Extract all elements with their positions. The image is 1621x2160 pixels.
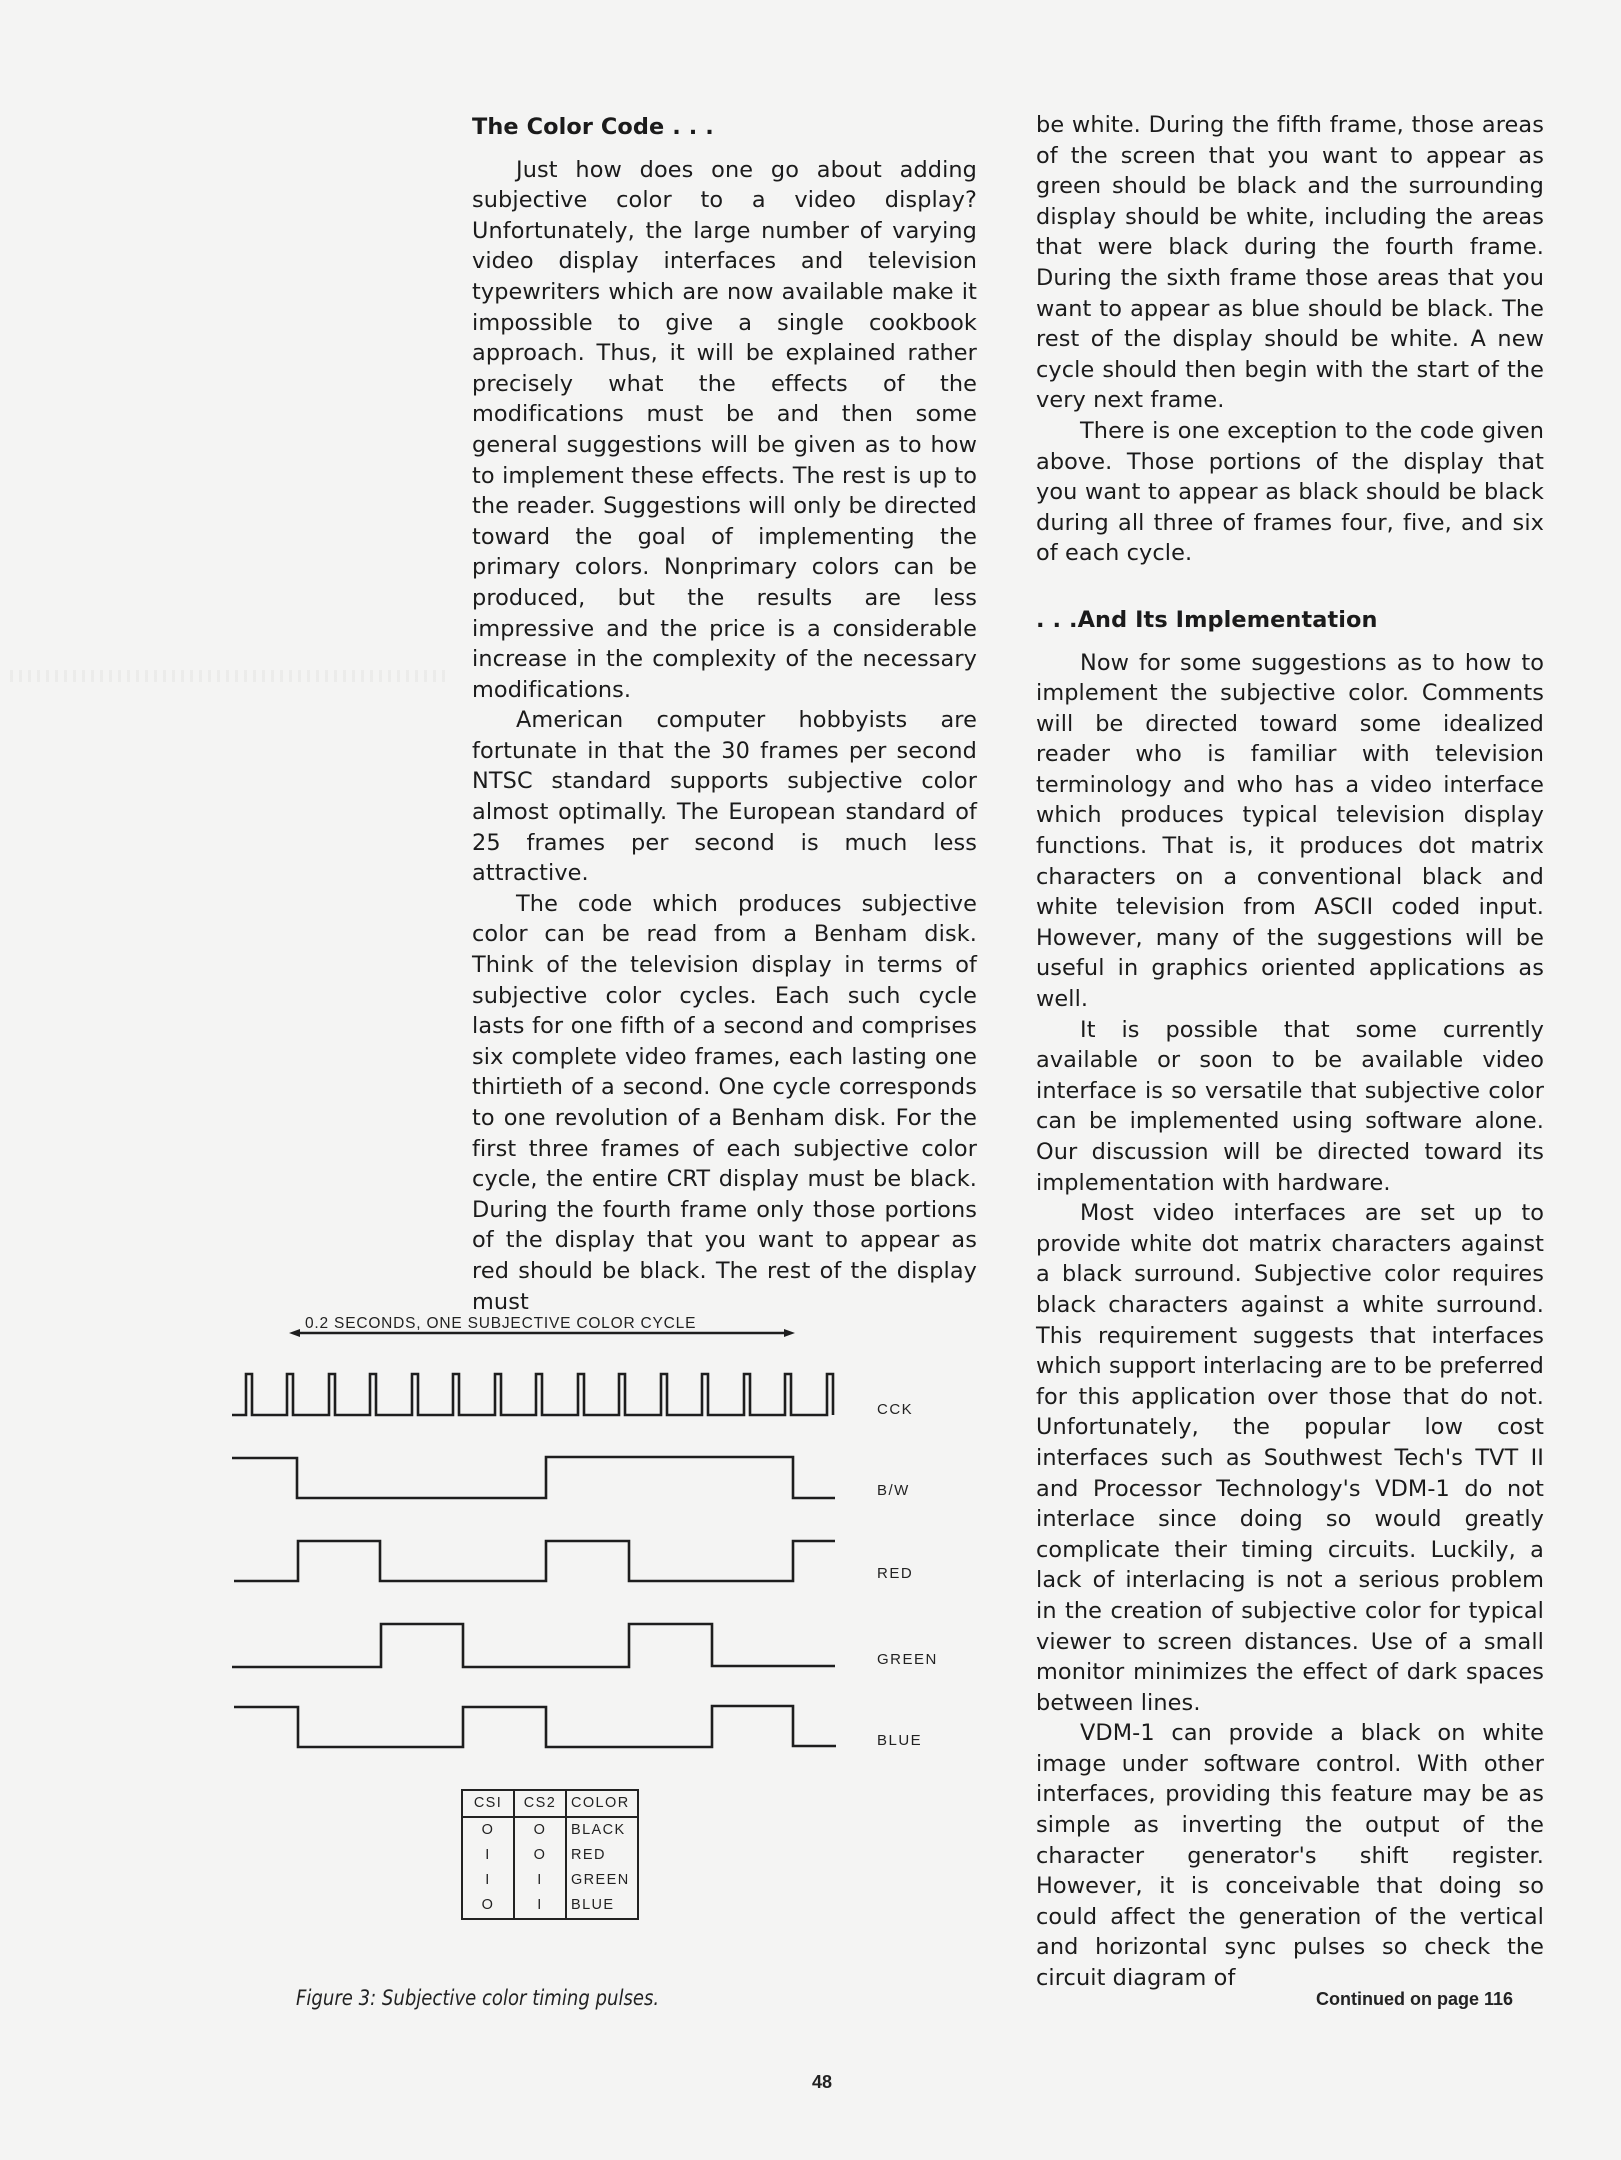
signal-label-green: GREEN xyxy=(877,1651,938,1668)
table-cell: I xyxy=(462,1868,514,1893)
paragraph-continuation: be white. During the fifth frame, those areas of the screen that you want to appear as green should be black and the surrounding display should be white, including the areas that were black during the fourth frame. During the sixth frame those areas that you want to appear as blue should be black. The rest of the display should be white. A new cycle should then begin with the start of the very next frame. xyxy=(1036,112,1544,414)
scan-noise xyxy=(10,670,450,682)
table-cell: O xyxy=(514,1843,566,1868)
table-cell: I xyxy=(462,1843,514,1868)
paragraph: VDM-1 can provide a black on white image under software control. With other interfaces, providing this feature may be as simple as inverting the output of the character generator's shift register. However, it is conceivable that doing so could affect the generation of the vertical and horizontal sync pulses so check the circuit diagram of xyxy=(1036,1720,1544,1992)
paragraph: Most video interfaces are set up to provide white dot matrix characters against a black surround. Subjective color requires black characters against a white surround. This requirement suggests that interfaces which support interlacing are to be preferred for this application over those that do not. Unfortunately, the popular low cost interfaces such as Southwest Tech's TVT II and Processor Technology's VDM-1 do not interlace since doing so would greatly complicate their timing circuits. Luckily, a lack of interlacing is not a serious problem in the creation of subjective color for typical viewer to screen distances. Use of a small monitor minimizes the effect of dark spaces between lines. xyxy=(1036,1200,1544,1716)
table-cell: BLUE xyxy=(566,1893,638,1919)
table-header-color: COLOR xyxy=(566,1790,638,1817)
page-number: 48 xyxy=(812,2072,833,2092)
table-header-cs2: CS2 xyxy=(514,1790,566,1817)
right-column xyxy=(1036,110,1544,1994)
continued-on-page-note: Continued on page 116 xyxy=(1316,1989,1514,2009)
table-cell: O xyxy=(514,1817,566,1843)
waveform-bw xyxy=(232,1457,835,1498)
waveform-red xyxy=(234,1541,835,1581)
table-header-row xyxy=(462,1790,638,1817)
table-row xyxy=(462,1893,638,1919)
table-cell: I xyxy=(514,1893,566,1919)
color-select-table xyxy=(461,1789,639,1920)
table-cell: RED xyxy=(566,1843,638,1868)
table-row xyxy=(462,1817,638,1843)
signal-label-red: RED xyxy=(877,1565,914,1582)
table-cell: O xyxy=(462,1893,514,1919)
paragraph: It is possible that some currently available or soon to be available video interface is so versatile that subjective color can be implemented using software alone. Our discussion will be directed toward its implementation with hardware. xyxy=(1036,1016,1544,1196)
section-heading-color-code: The Color Code . . . xyxy=(472,114,714,140)
table-cell: I xyxy=(514,1868,566,1893)
table-row xyxy=(462,1868,638,1893)
paragraph: American computer hobbyists are fortunate in that the 30 frames per second NTSC standard supports subjective color almost optimally. The European standard of 25 frames per second is much less attractive. xyxy=(472,707,977,887)
cycle-duration-label: 0.2 SECONDS, ONE SUBJECTIVE COLOR CYCLE xyxy=(305,1315,697,1332)
figure-caption: Figure 3: Subjective color timing pulses. xyxy=(296,1986,660,2010)
paragraph: Just how does one go about adding subjective color to a video display? Unfortunately, the large number of varying video display interfaces and television typewriters which are now available make it impossible to give a single cookbook approach. Thus, it will be explained rather precisely what the effects of the modifications must be and then some general suggestions will be given as to how to implement these effects. The rest is up to the reader. Suggestions will only be directed toward the goal of implementing the primary colors. Nonprimary colors can be produced, but the results are less impressive and the price is a considerable increase in the complexity of the necessary modifications. xyxy=(472,156,977,703)
table-cell: GREEN xyxy=(566,1868,638,1893)
table-header-csi: CSI xyxy=(462,1790,514,1817)
paragraph: Now for some suggestions as to how to implement the subjective color. Comments will be directed toward some idealized reader who is familiar with television terminology and who has a video interface which produces typical television display functions. That is, it produces dot matrix characters on a conventional black and white television from ASCII coded input. However, many of the suggestions will be useful in graphics oriented applications as well. xyxy=(1036,649,1544,1013)
waveform-green xyxy=(232,1624,835,1667)
waveform-cck xyxy=(232,1374,833,1415)
paragraph: The code which produces subjective color can be read from a Benham disk. Think of the television display in terms of subjective color cycles. Each such cycle lasts for one fifth of a second and comprises six complete video frames, each lasting one thirtieth of a second. One cycle corresponds to one revolution of a Benham disk. For the first three frames of each subjective color cycle, the entire CRT display must be black. During the fourth frame only those portions of the display that you want to appear as red should be black. The rest of the display must xyxy=(472,890,977,1315)
table-cell: BLACK xyxy=(566,1817,638,1843)
paragraph: There is one exception to the code given above. Those portions of the display that you want to appear as black should be black during all three of frames four, five, and six of each cycle. xyxy=(1036,417,1544,567)
signal-label-cck: CCK xyxy=(877,1401,914,1418)
table-cell: O xyxy=(462,1817,514,1843)
section-heading-implementation: . . .And Its Implementation xyxy=(1036,606,1378,633)
signal-label-blue: BLUE xyxy=(877,1732,923,1749)
signal-label-bw: B/W xyxy=(877,1482,910,1499)
left-column xyxy=(472,112,977,1317)
waveform-blue xyxy=(234,1706,836,1747)
table-row xyxy=(462,1843,638,1868)
